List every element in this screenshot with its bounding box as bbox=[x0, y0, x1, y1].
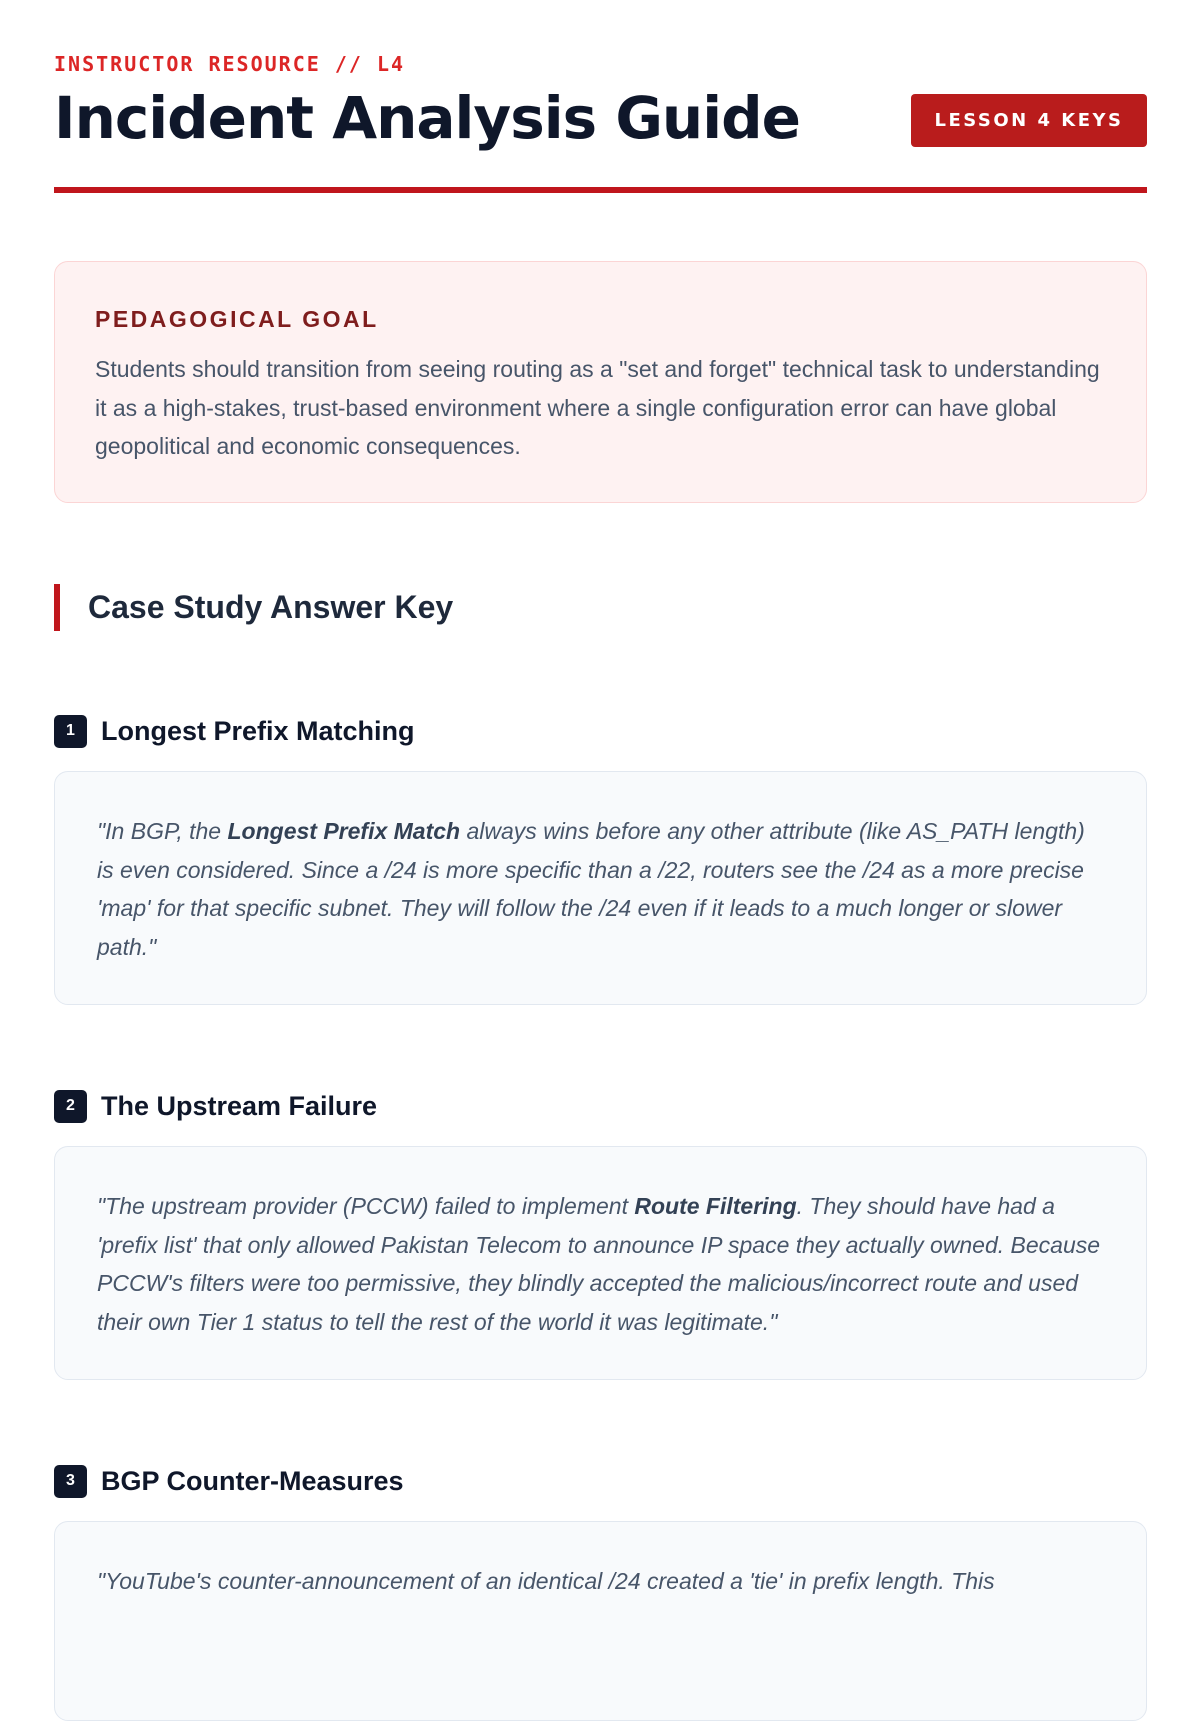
answer-text bbox=[97, 1187, 1106, 1341]
item-number-badge: 2 bbox=[54, 1090, 87, 1123]
header-divider bbox=[54, 187, 1147, 193]
page-title: Incident Analysis Guide bbox=[54, 84, 800, 152]
item-title: The Upstream Failure bbox=[101, 1090, 378, 1121]
section-heading bbox=[54, 584, 453, 631]
answer-box bbox=[54, 1146, 1147, 1380]
answer-item-heading bbox=[54, 1089, 377, 1123]
answer-box bbox=[54, 771, 1147, 1005]
item-number-badge: 1 bbox=[54, 715, 87, 748]
answer-text-part: always wins before any other attribute (like AS_PATH length) is even considered. Since a /24 is more specific than a /22, routers see the /24 as a more precise 'map' for that specific subnet. They will follow the /24 even if it leads to a much longer or slower path." bbox=[97, 818, 1085, 960]
answer-key-term: Longest Prefix Match bbox=[227, 818, 461, 844]
answer-text bbox=[97, 1562, 1106, 1601]
answer-item-heading bbox=[54, 714, 415, 748]
lesson-badge: LESSON 4 KEYS bbox=[911, 94, 1147, 147]
pedagogical-goal-callout bbox=[54, 261, 1147, 503]
answer-text-part: "YouTube's counter-announcement of an identical /24 created a 'tie' in prefix length. This bbox=[97, 1568, 995, 1594]
goal-text: Students should transition from seeing routing as a "set and forget" technical task to understanding it as a high-stakes, trust-based environment where a single configuration error can have global geopolitical and economic consequences. bbox=[95, 356, 1100, 459]
answer-text-part: "The upstream provider (PCCW) failed to implement bbox=[97, 1193, 635, 1219]
answer-text bbox=[97, 812, 1106, 966]
answer-key-term: Route Filtering bbox=[634, 1193, 797, 1219]
answer-box bbox=[54, 1521, 1147, 1721]
resource-eyebrow: INSTRUCTOR RESOURCE // L4 bbox=[54, 52, 406, 76]
section-heading-text: Case Study Answer Key bbox=[88, 589, 454, 625]
item-number-badge: 3 bbox=[54, 1465, 87, 1498]
answer-text-part: "In BGP, the bbox=[97, 818, 228, 844]
item-title: Longest Prefix Matching bbox=[101, 715, 415, 746]
goal-heading: PEDAGOGICAL GOAL bbox=[95, 306, 379, 332]
answer-text-part: . They should have had a 'prefix list' that only allowed Pakistan Telecom to announce IP space they actually owned. Because PCCW's filters were too permissive, they blindly accepted the malicious/incorrect route and used their own Tier 1 status to tell the rest of the world it was legitimate." bbox=[97, 1193, 1101, 1335]
answer-item-heading bbox=[54, 1464, 404, 1498]
item-title: BGP Counter-Measures bbox=[101, 1465, 404, 1496]
